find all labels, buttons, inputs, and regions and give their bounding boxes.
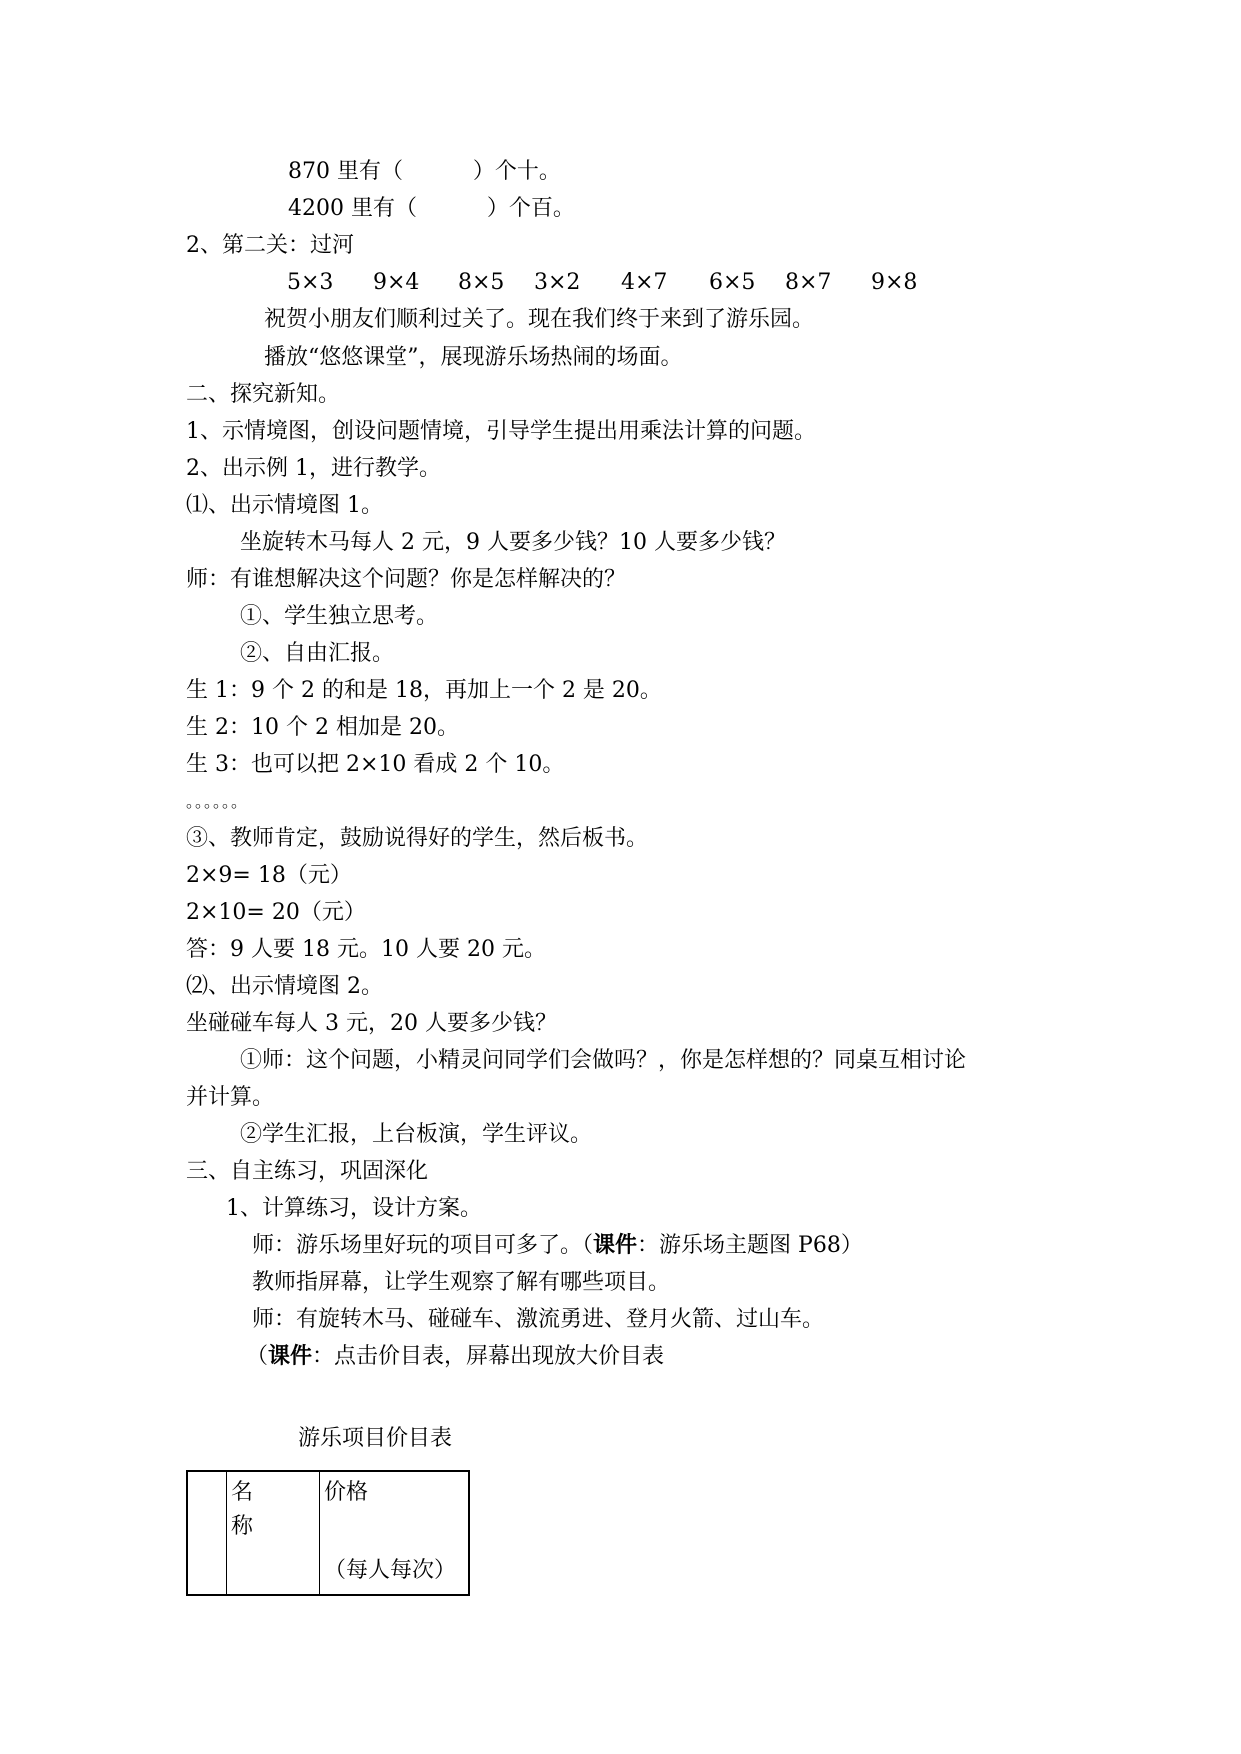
- courseware-1-bold: 课件: [593, 1233, 638, 1258]
- section-heading-2: 二、探究新知。: [186, 382, 341, 407]
- line-teacher-ask: 师：有谁想解决这个问题？你是怎样解决的？: [186, 567, 627, 592]
- line-teacher-items: 师：有旋转木马、碰碰车、激流勇进、登月火箭、过山车。: [252, 1307, 825, 1332]
- line-870: 870 里有（ ）个十。: [288, 159, 561, 184]
- line-carousel-question: 坐旋转木马每人 2 元，9 人要多少钱？10 人要多少钱？: [240, 530, 786, 555]
- expression: 3×2: [534, 270, 581, 295]
- section-heading-3: 三、自主练习，巩固深化: [186, 1159, 429, 1184]
- line-student-2: 生 2：10 个 2 相加是 20。: [186, 715, 459, 740]
- line-second-level: 2、第二关：过河: [186, 233, 354, 258]
- courseware-2-prefix: （: [246, 1344, 269, 1369]
- line-independent-think: ①、学生独立思考。: [240, 604, 439, 629]
- line-example-1: 2、出示例 1，进行教学。: [186, 456, 441, 481]
- line-calc-practice: 1、计算练习，设计方案。: [226, 1196, 482, 1221]
- line-teacher-discuss: ①师：这个问题，小精灵问同学们会做吗？，你是怎样想的？同桌互相讨论: [240, 1048, 967, 1073]
- line-teacher-affirm: ③、教师肯定，鼓励说得好的学生，然后板书。: [186, 826, 649, 851]
- price-unit-text: （每人每次）: [324, 1558, 457, 1583]
- expression: 8×5: [458, 270, 505, 295]
- price-table: [186, 1470, 470, 1596]
- line-ellipsis: 。。。。。。: [186, 792, 249, 811]
- line-4200: 4200 里有（ ）个百。: [288, 196, 575, 221]
- table-header-name: [227, 1471, 320, 1595]
- expression: 9×4: [373, 270, 420, 295]
- line-scene-2: ⑵、出示情境图 2。: [186, 974, 383, 999]
- courseware-1-suffix: ：游乐场主题图 P68）: [637, 1233, 863, 1258]
- table-row: [187, 1471, 469, 1595]
- line-student-3: 生 3：也可以把 2×10 看成 2 个 10。: [186, 752, 565, 777]
- line-student-1: 生 1：9 个 2 的和是 18，再加上一个 2 是 20。: [186, 678, 662, 703]
- line-eq-2: 2×10= 20（元）: [186, 900, 366, 925]
- courseware-1-prefix: 师：游乐场里好玩的项目可多了。（: [252, 1233, 594, 1258]
- line-play-video: 播放“悠悠课堂”，展现游乐场热闹的场面。: [264, 345, 683, 370]
- expression-row: [0, 268, 1241, 298]
- expression: 5×3: [287, 270, 334, 295]
- price-header-text: 价格: [324, 1480, 369, 1505]
- line-teacher-screen: 教师指屏幕，让学生观察了解有哪些项目。: [252, 1270, 671, 1295]
- expression: 4×7: [621, 270, 668, 295]
- table-header-price: [320, 1471, 470, 1595]
- line-bumper-question: 坐碰碰车每人 3 元，20 人要多少钱？: [186, 1011, 557, 1036]
- expression: 6×5: [709, 270, 756, 295]
- expression: 9×8: [871, 270, 918, 295]
- line-courseware-1: [252, 1231, 863, 1261]
- line-scene-1: ⑴、出示情境图 1。: [186, 493, 383, 518]
- line-show-scene: 1、示情境图，创设问题情境，引导学生提出用乘法计算的问题。: [186, 419, 816, 444]
- line-free-report: ②、自由汇报。: [240, 641, 395, 666]
- courseware-2-suffix: ：点击价目表，屏幕出现放大价目表: [312, 1344, 665, 1369]
- line-congrats: 祝贺小朋友们顺利过关了。现在我们终于来到了游乐园。: [264, 307, 815, 332]
- line-eq-1: 2×9= 18（元）: [186, 863, 352, 888]
- name-header-text: 名称: [231, 1480, 254, 1539]
- price-table-title: 游乐项目价目表: [298, 1426, 453, 1451]
- expression: 8×7: [785, 270, 832, 295]
- line-answer: 答：9 人要 18 元。10 人要 20 元。: [186, 937, 546, 962]
- table-blank-cell: [187, 1471, 227, 1595]
- courseware-2-bold: 课件: [268, 1344, 313, 1369]
- line-student-report: ②学生汇报，上台板演，学生评议。: [240, 1122, 593, 1147]
- line-and-calc: 并计算。: [186, 1085, 275, 1110]
- line-courseware-2: [246, 1342, 664, 1372]
